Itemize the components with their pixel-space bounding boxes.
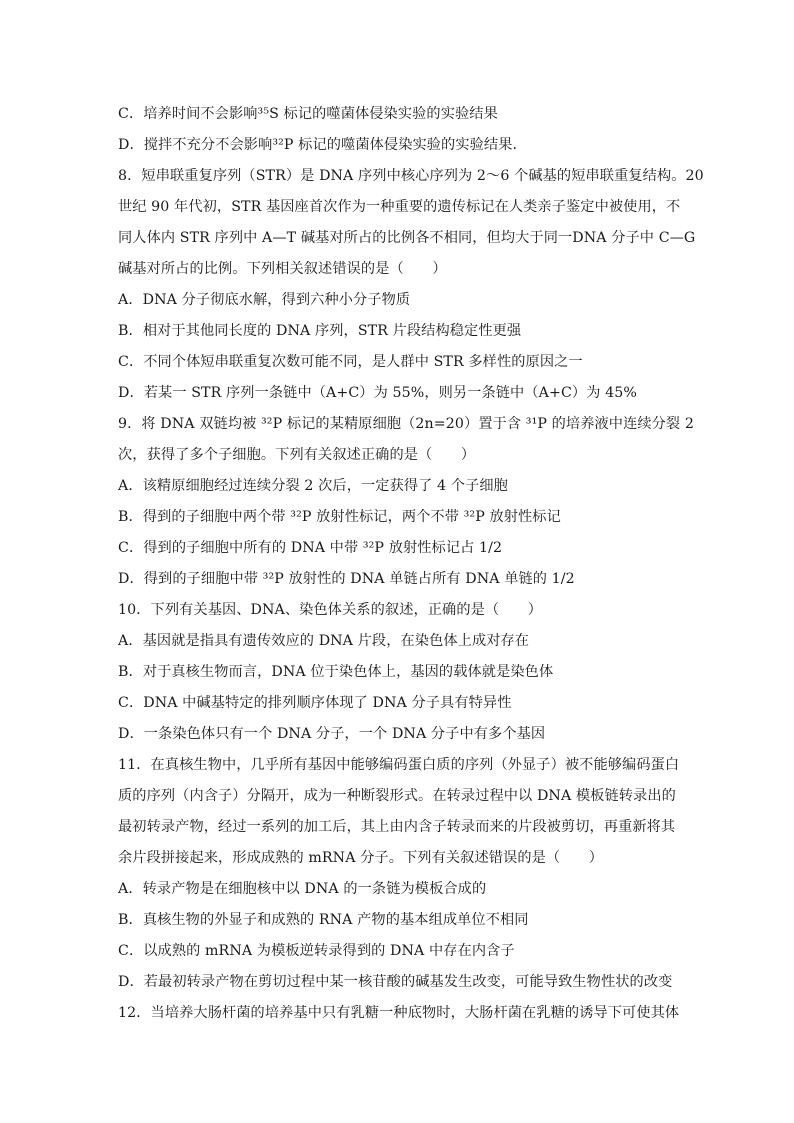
option-10b: B．对于真核生物而言，DNA 位于染色体上，基因的载体就是染色体 [118, 664, 554, 680]
question-11-stem-line-2: 质的序列（内含子）分隔开，成为一种断裂形式。在转录过程中以 DNA 模板链转录出的 [118, 788, 676, 804]
question-8-stem-line-2: 世纪 90 年代初，STR 基因座首次作为一种重要的遗传标记在人类亲子鉴定中被使用，不 [118, 199, 681, 215]
question-9-stem-line-1: 9．将 DNA 双链均被 ³²P 标记的某精原细胞（2n=20）置于含 ³¹P 的培养液中连续分裂 2 [118, 416, 694, 432]
question-8-stem-line-1: 8．短串联重复序列（STR）是 DNA 序列中核心序列为 2～6 个碱基的短串联重复结构。20 [118, 168, 704, 184]
option-7c: C．培养时间不会影响³⁵S 标记的噬菌体侵染实验的实验结果 [118, 106, 498, 122]
option-8d: D．若某一 STR 序列一条链中（A+C）为 55%，则另一条链中（A+C）为 45% [118, 385, 637, 401]
option-9a: A．该精原细胞经过连续分裂 2 次后，一定获得了 4 个子细胞 [118, 478, 508, 494]
question-8-stem-line-4: 碱基对所占的比例。下列相关叙述错误的是（ ） [118, 261, 447, 277]
option-11b: B．真核生物的外显子和成熟的 RNA 产物的基本组成单位不相同 [118, 912, 529, 928]
question-11-stem-line-3: 最初转录产物，经过一系列的加工后，其上由内含子转录而来的片段被剪切，再重新将其 [118, 819, 676, 835]
question-10-stem: 10．下列有关基因、DNA、染色体关系的叙述，正确的是（ ） [118, 602, 543, 618]
option-9c: C．得到的子细胞中所有的 DNA 中带 ³²P 放射性标记占 1/2 [118, 540, 503, 556]
option-8b: B．相对于其他同长度的 DNA 序列，STR 片段结构稳定性更强 [118, 323, 522, 339]
option-10a: A．基因就是指具有遗传效应的 DNA 片段，在染色体上成对存在 [118, 633, 530, 649]
option-11c: C．以成熟的 mRNA 为模板逆转录得到的 DNA 中存在内含子 [118, 943, 515, 959]
question-8-stem-line-3: 同人体内 STR 序列中 A—T 碱基对所占的比例各不相同，但均大于同一DNA 分子中 C—G [118, 230, 696, 246]
option-8c: C．不同个体短串联重复次数可能不同，是人群中 STR 多样性的原因之一 [118, 354, 583, 370]
question-11-stem-line-4: 余片段拼接起来，形成成熟的 mRNA 分子。下列有关叙述错误的是（ ） [118, 850, 604, 866]
option-7d: D．搅拌不充分不会影响³²P 标记的噬菌体侵染实验的实验结果． [118, 137, 527, 153]
option-9b: B．得到的子细胞中两个带 ³²P 放射性标记，两个不带 ³²P 放射性标记 [118, 509, 561, 525]
question-12-stem-line-1: 12．当培养大肠杆菌的培养基中只有乳糖一种底物时，大肠杆菌在乳糖的诱导下可使其体 [118, 1005, 680, 1021]
option-11d: D．若最初转录产物在剪切过程中某一核苷酸的碱基发生改变，可能导致生物性状的改变 [118, 974, 673, 990]
question-11-stem-line-1: 11．在真核生物中，几乎所有基因中能够编码蛋白质的序列（外显子）被不能够编码蛋白 [118, 757, 680, 773]
option-9d: D．得到的子细胞中带 ³²P 放射性的 DNA 单链占所有 DNA 单链的 1/2 [118, 571, 575, 587]
option-11a: A．转录产物是在细胞核中以 DNA 的一条链为模板合成的 [118, 881, 487, 897]
option-10d: D．一条染色体只有一个 DNA 分子，一个 DNA 分子中有多个基因 [118, 726, 546, 742]
option-10c: C．DNA 中碱基特定的排列顺序体现了 DNA 分子具有特异性 [118, 695, 512, 711]
question-9-stem-line-2: 次，获得了多个子细胞。下列有关叙述正确的是（ ） [118, 447, 476, 463]
option-8a: A．DNA 分子彻底水解，得到六种小分子物质 [118, 292, 411, 308]
